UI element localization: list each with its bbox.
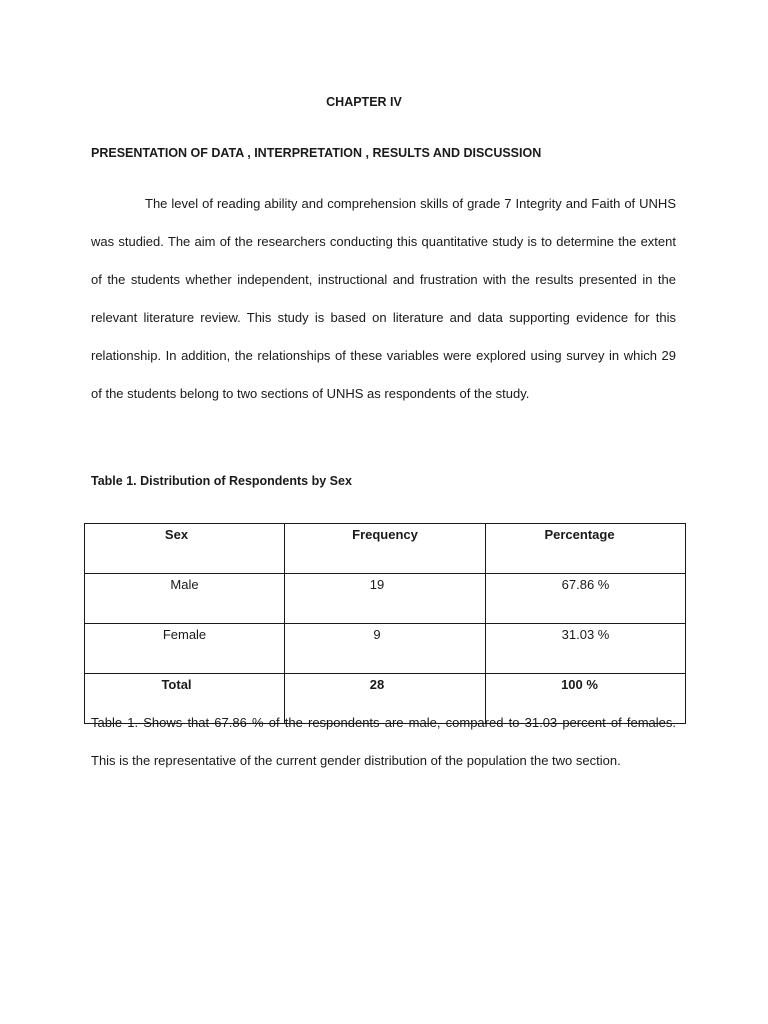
cell-frequency: 19	[285, 574, 486, 624]
intro-paragraph	[91, 185, 676, 413]
header-frequency: Frequency	[285, 524, 486, 574]
header-sex: Sex	[85, 524, 285, 574]
total-label: Total	[85, 674, 285, 724]
header-percentage: Percentage	[486, 524, 686, 574]
analysis-paragraph: Table 1. Shows that 67.86 % of the respondents are male, compared to 31.03 percent of females. This is the representative of the current gender distribution of the population the two section.	[91, 715, 676, 768]
chapter-title: CHAPTER IV	[326, 95, 402, 109]
section-heading: PRESENTATION OF DATA , INTERPRETATION , RESULTS AND DISCUSSION	[91, 146, 542, 160]
total-frequency: 28	[285, 674, 486, 724]
cell-percentage: 31.03 %	[486, 624, 686, 674]
cell-sex: Male	[85, 574, 285, 624]
total-percentage: 100 %	[486, 674, 686, 724]
distribution-table	[84, 523, 686, 724]
table-row	[85, 574, 686, 624]
intro-paragraph-text: The level of reading ability and comprehension skills of grade 7 Integrity and Faith of UNHS was studied. The aim of the researchers conducting this quantitative study is to determine the extent of the students whether independent, instructional and frustration with the results presented in the relevant literature review. This study is based on literature and data supporting evidence for this relationship. In addition, the relationships of these variables were explored using survey in which 29 of the students belong to two sections of UNHS as respondents of the study.	[91, 196, 676, 401]
cell-sex: Female	[85, 624, 285, 674]
table-row	[85, 624, 686, 674]
cell-percentage: 67.86 %	[486, 574, 686, 624]
table-caption: Table 1. Distribution of Respondents by Sex	[91, 474, 352, 488]
table-header-row	[85, 524, 686, 574]
cell-frequency: 9	[285, 624, 486, 674]
